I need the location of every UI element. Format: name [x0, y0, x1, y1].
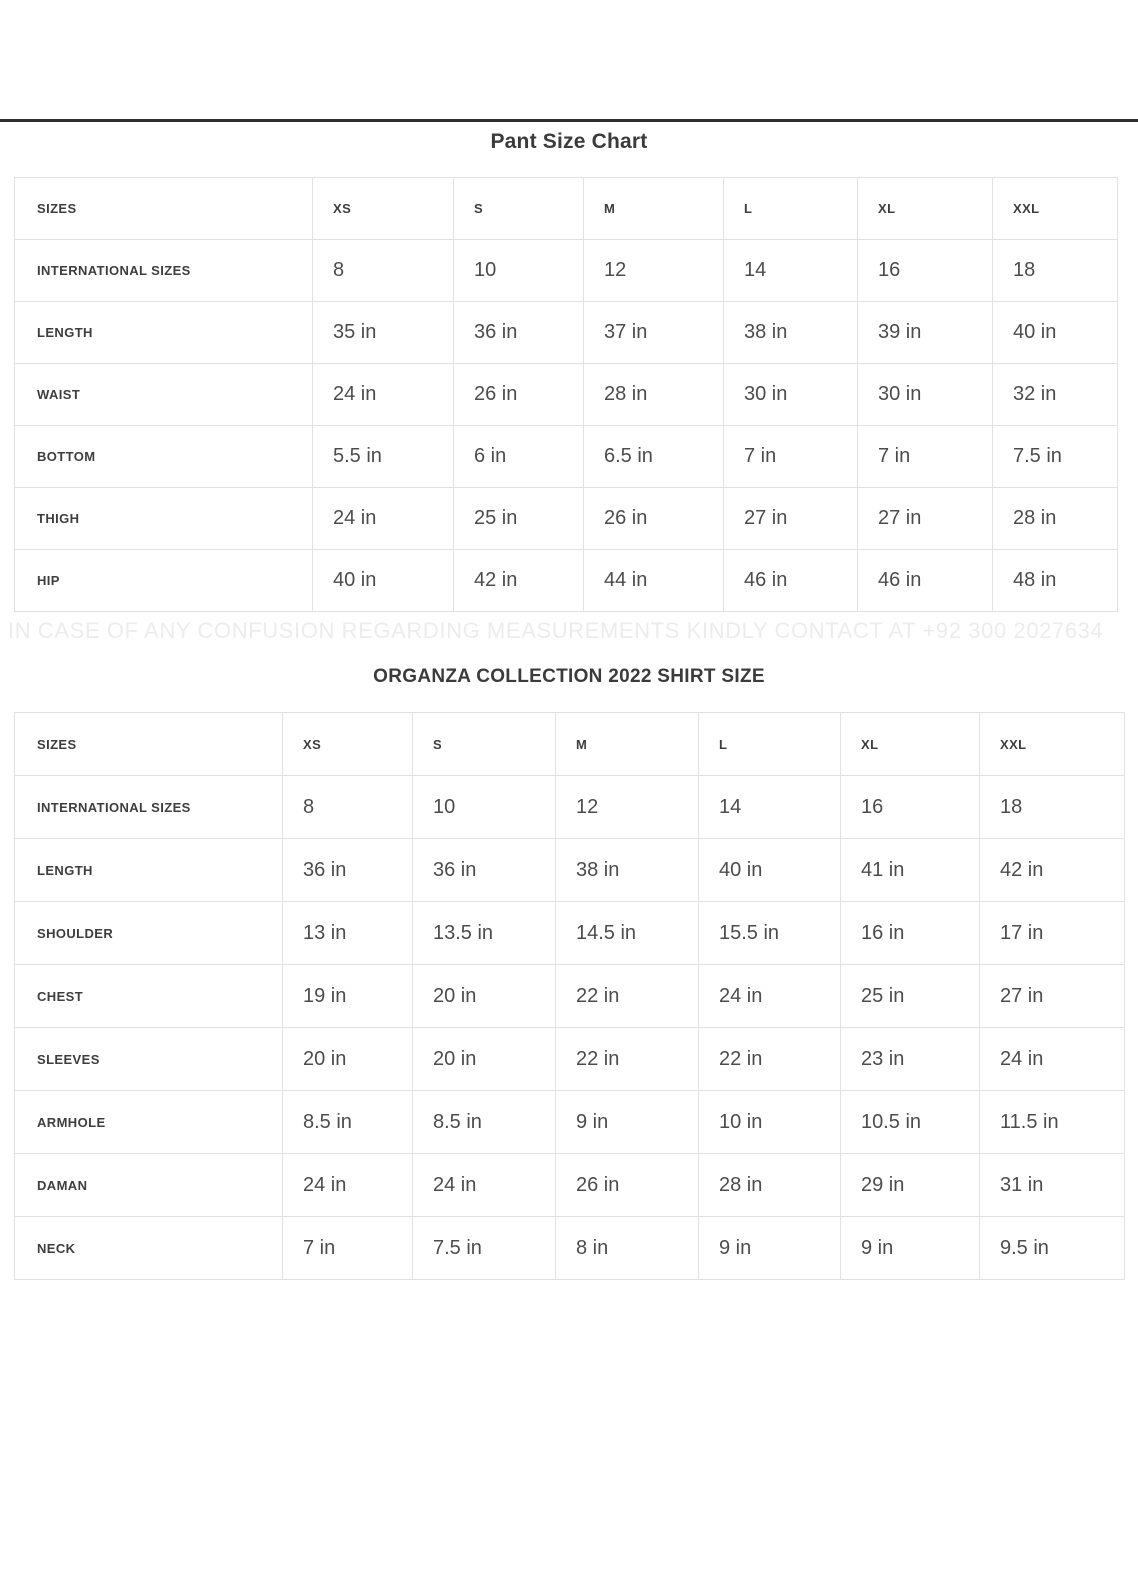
value-cell: 27 in — [724, 488, 858, 550]
value-cell: 20 in — [413, 1028, 556, 1091]
row-label: DAMAN — [15, 1154, 283, 1217]
table-row — [15, 1154, 1125, 1217]
value-cell: 6 in — [454, 426, 584, 488]
row-label: HIP — [15, 550, 313, 612]
value-cell: 9 in — [841, 1217, 980, 1280]
value-cell: 23 in — [841, 1028, 980, 1091]
table-row — [15, 1091, 1125, 1154]
value-cell: 19 in — [283, 965, 413, 1028]
value-cell: 16 in — [841, 902, 980, 965]
value-cell: 24 in — [313, 488, 454, 550]
value-cell: 37 in — [584, 302, 724, 364]
value-cell: 18 — [993, 240, 1118, 302]
value-cell: 6.5 in — [584, 426, 724, 488]
value-cell: 13 in — [283, 902, 413, 965]
column-header-label: SIZES — [15, 713, 283, 776]
value-cell: 7.5 in — [993, 426, 1118, 488]
column-header: M — [556, 713, 699, 776]
value-cell: 9 in — [699, 1217, 841, 1280]
table-row — [15, 426, 1118, 488]
value-cell: 22 in — [556, 965, 699, 1028]
value-cell: 40 in — [699, 839, 841, 902]
value-cell: 17 in — [980, 902, 1125, 965]
row-label: LENGTH — [15, 302, 313, 364]
column-header: S — [413, 713, 556, 776]
shirt-size-chart-title: ORGANZA COLLECTION 2022 SHIRT SIZE — [373, 666, 765, 687]
table-row — [15, 1028, 1125, 1091]
value-cell: 40 in — [313, 550, 454, 612]
value-cell: 36 in — [413, 839, 556, 902]
table-row — [15, 902, 1125, 965]
row-label: ARMHOLE — [15, 1091, 283, 1154]
value-cell: 36 in — [283, 839, 413, 902]
pant-size-table — [14, 177, 1118, 612]
row-label: SLEEVES — [15, 1028, 283, 1091]
value-cell: 9.5 in — [980, 1217, 1125, 1280]
column-header: XL — [841, 713, 980, 776]
value-cell: 8.5 in — [413, 1091, 556, 1154]
row-label: THIGH — [15, 488, 313, 550]
column-header: S — [454, 178, 584, 240]
value-cell: 39 in — [858, 302, 993, 364]
column-header-label: SIZES — [15, 178, 313, 240]
column-header: L — [724, 178, 858, 240]
value-cell: 42 in — [980, 839, 1125, 902]
value-cell: 10.5 in — [841, 1091, 980, 1154]
value-cell: 15.5 in — [699, 902, 841, 965]
value-cell: 24 in — [980, 1028, 1125, 1091]
value-cell: 14 — [724, 240, 858, 302]
column-header: XS — [283, 713, 413, 776]
table-row — [15, 776, 1125, 839]
row-label: WAIST — [15, 364, 313, 426]
value-cell: 14 — [699, 776, 841, 839]
value-cell: 36 in — [454, 302, 584, 364]
value-cell: 28 in — [699, 1154, 841, 1217]
pant-size-chart-title: Pant Size Chart — [490, 130, 648, 153]
value-cell: 8 in — [556, 1217, 699, 1280]
value-cell: 5.5 in — [313, 426, 454, 488]
value-cell: 31 in — [980, 1154, 1125, 1217]
value-cell: 10 — [413, 776, 556, 839]
value-cell: 41 in — [841, 839, 980, 902]
value-cell: 28 in — [584, 364, 724, 426]
table-row — [15, 302, 1118, 364]
value-cell: 24 in — [283, 1154, 413, 1217]
value-cell: 11.5 in — [980, 1091, 1125, 1154]
value-cell: 26 in — [584, 488, 724, 550]
value-cell: 30 in — [724, 364, 858, 426]
value-cell: 8 — [283, 776, 413, 839]
value-cell: 26 in — [556, 1154, 699, 1217]
value-cell: 8.5 in — [283, 1091, 413, 1154]
column-header: XXL — [993, 178, 1118, 240]
row-label: INTERNATIONAL SIZES — [15, 776, 283, 839]
value-cell: 24 in — [699, 965, 841, 1028]
value-cell: 44 in — [584, 550, 724, 612]
table-row — [15, 240, 1118, 302]
table-row — [15, 550, 1118, 612]
row-label: NECK — [15, 1217, 283, 1280]
value-cell: 26 in — [454, 364, 584, 426]
value-cell: 40 in — [993, 302, 1118, 364]
contact-watermark-note: IN CASE OF ANY CONFUSION REGARDING MEASUREMENTS KINDLY CONTACT AT +92 300 2027634 — [8, 618, 1104, 643]
value-cell: 27 in — [980, 965, 1125, 1028]
value-cell: 38 in — [556, 839, 699, 902]
value-cell: 16 — [841, 776, 980, 839]
value-cell: 38 in — [724, 302, 858, 364]
header-row — [15, 178, 1118, 240]
value-cell: 14.5 in — [556, 902, 699, 965]
value-cell: 13.5 in — [413, 902, 556, 965]
row-label: LENGTH — [15, 839, 283, 902]
value-cell: 10 in — [699, 1091, 841, 1154]
table-row — [15, 1217, 1125, 1280]
column-header: XL — [858, 178, 993, 240]
value-cell: 22 in — [556, 1028, 699, 1091]
value-cell: 35 in — [313, 302, 454, 364]
row-label: CHEST — [15, 965, 283, 1028]
value-cell: 28 in — [993, 488, 1118, 550]
column-header: L — [699, 713, 841, 776]
row-label: INTERNATIONAL SIZES — [15, 240, 313, 302]
value-cell: 46 in — [858, 550, 993, 612]
value-cell: 7 in — [283, 1217, 413, 1280]
value-cell: 27 in — [858, 488, 993, 550]
value-cell: 29 in — [841, 1154, 980, 1217]
table-row — [15, 965, 1125, 1028]
column-header: XS — [313, 178, 454, 240]
value-cell: 25 in — [841, 965, 980, 1028]
value-cell: 7 in — [858, 426, 993, 488]
column-header: XXL — [980, 713, 1125, 776]
value-cell: 7.5 in — [413, 1217, 556, 1280]
table-row — [15, 839, 1125, 902]
header-row — [15, 713, 1125, 776]
value-cell: 18 — [980, 776, 1125, 839]
value-cell: 16 — [858, 240, 993, 302]
value-cell: 20 in — [283, 1028, 413, 1091]
table-row — [15, 488, 1118, 550]
value-cell: 48 in — [993, 550, 1118, 612]
row-label: BOTTOM — [15, 426, 313, 488]
value-cell: 10 — [454, 240, 584, 302]
column-header: M — [584, 178, 724, 240]
top-divider-line — [0, 119, 1138, 122]
value-cell: 12 — [584, 240, 724, 302]
value-cell: 32 in — [993, 364, 1118, 426]
value-cell: 20 in — [413, 965, 556, 1028]
value-cell: 42 in — [454, 550, 584, 612]
value-cell: 24 in — [313, 364, 454, 426]
value-cell: 24 in — [413, 1154, 556, 1217]
value-cell: 25 in — [454, 488, 584, 550]
value-cell: 46 in — [724, 550, 858, 612]
table-row — [15, 364, 1118, 426]
row-label: SHOULDER — [15, 902, 283, 965]
value-cell: 12 — [556, 776, 699, 839]
value-cell: 7 in — [724, 426, 858, 488]
value-cell: 9 in — [556, 1091, 699, 1154]
shirt-size-table — [14, 712, 1125, 1280]
value-cell: 30 in — [858, 364, 993, 426]
value-cell: 22 in — [699, 1028, 841, 1091]
value-cell: 8 — [313, 240, 454, 302]
